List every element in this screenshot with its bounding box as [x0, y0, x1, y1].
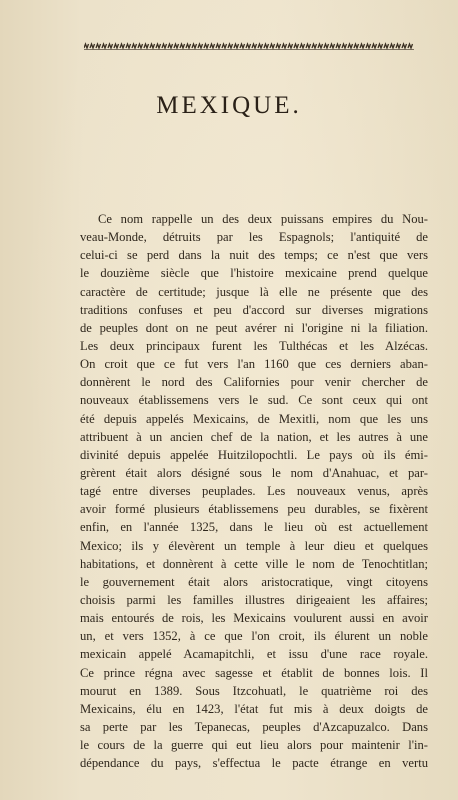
text-line: traditions confuses et peu d'accord sur diverses migrations: [80, 302, 428, 317]
text-line: Ce nom rappelle un des deux puissans empires du Nou-: [98, 212, 428, 226]
text-line: nouveaux établissemens vers le sud. Ce sont ceux qui ont: [80, 393, 428, 408]
text-line: mourut en 1389. Sous Itzcohuatl, le quatrième roi des: [80, 683, 428, 698]
text-line: donnèrent le nord des Californies pour venir chercher de: [80, 375, 428, 390]
body-paragraph: [80, 210, 428, 772]
text-line: avoir formé plusieurs établissemens peu durables, se fixèrent: [80, 502, 428, 517]
text-line: été depuis appelés Mexicains, de Mexitli, nom que les uns: [80, 411, 428, 426]
text-line: un, et vers 1352, à ce que l'on croit, ils élurent un noble: [80, 629, 428, 644]
page-title: MEXIQUE.: [156, 92, 302, 119]
text-line: le cours de la guerre qui eut lieu alors pour maintenir l'in-: [80, 738, 428, 753]
text-line: Mexicains, élu en 1423, l'état fut mis à deux doigts de: [80, 701, 428, 716]
text-line: celui-ci se perd dans la nuit des temps; ce n'est que vers: [80, 248, 428, 263]
text-line: divinité depuis appelée Huitzilopochtli. Le pays où ils émi-: [80, 447, 428, 462]
text-line: Ce prince régna avec sagesse et établit de bonnes lois. Il: [80, 665, 428, 680]
text-line: On croit que ce fut vers l'an 1160 que ces derniers aban-: [80, 357, 428, 372]
text-line: enfin, en l'année 1325, dans le lieu où est actuellement: [80, 520, 428, 535]
text-line: tagé entre diverses peuplades. Les nouveaux venus, après: [80, 484, 428, 499]
text-line: le douzième siècle que l'histoire mexicaine prend quelque: [80, 266, 428, 281]
header-ornament-rule: [84, 42, 414, 50]
text-line: sa perte par les Tepanecas, peuples d'Azcapuzalco. Dans: [80, 719, 428, 734]
text-line: choisis parmi les familles illustres dirigeaient les affaires;: [80, 592, 428, 607]
text-line: mais entourés de rois, les Mexicains voulurent aussi en avoir: [80, 611, 428, 626]
text-line: attribuent à un ancien chef de la nation, et les autres à une: [80, 429, 428, 444]
text-line: mexicain appelé Acamapitchli, et issu d'une race royale.: [80, 647, 428, 662]
text-line: Mexico; ils y élevèrent un temple à leur dieu et quelques: [80, 538, 428, 553]
text-line: grèrent était alors désigné sous le nom d'Anahuac, et par-: [80, 465, 428, 480]
text-line: dépendance du pays, s'effectua le pacte étrange en vertu: [80, 756, 428, 771]
text-line: le gouvernement était alors aristocratique, vingt citoyens: [80, 574, 428, 589]
ornament-zigzag: [84, 44, 413, 48]
text-line: Les deux principaux furent les Tulthécas et les Alzécas.: [80, 338, 428, 353]
text-line: veau-Monde, détruits par les Espagnols; l'antiquité de: [80, 230, 428, 245]
text-line: caractère de certitude; jusque là elle ne présente que des: [80, 284, 428, 299]
text-line: de peuples dont on ne peut avérer ni l'origine ni la filiation.: [80, 320, 428, 335]
text-line: habitations, et donnèrent à cette ville le nom de Tenochtitlan;: [80, 556, 428, 571]
